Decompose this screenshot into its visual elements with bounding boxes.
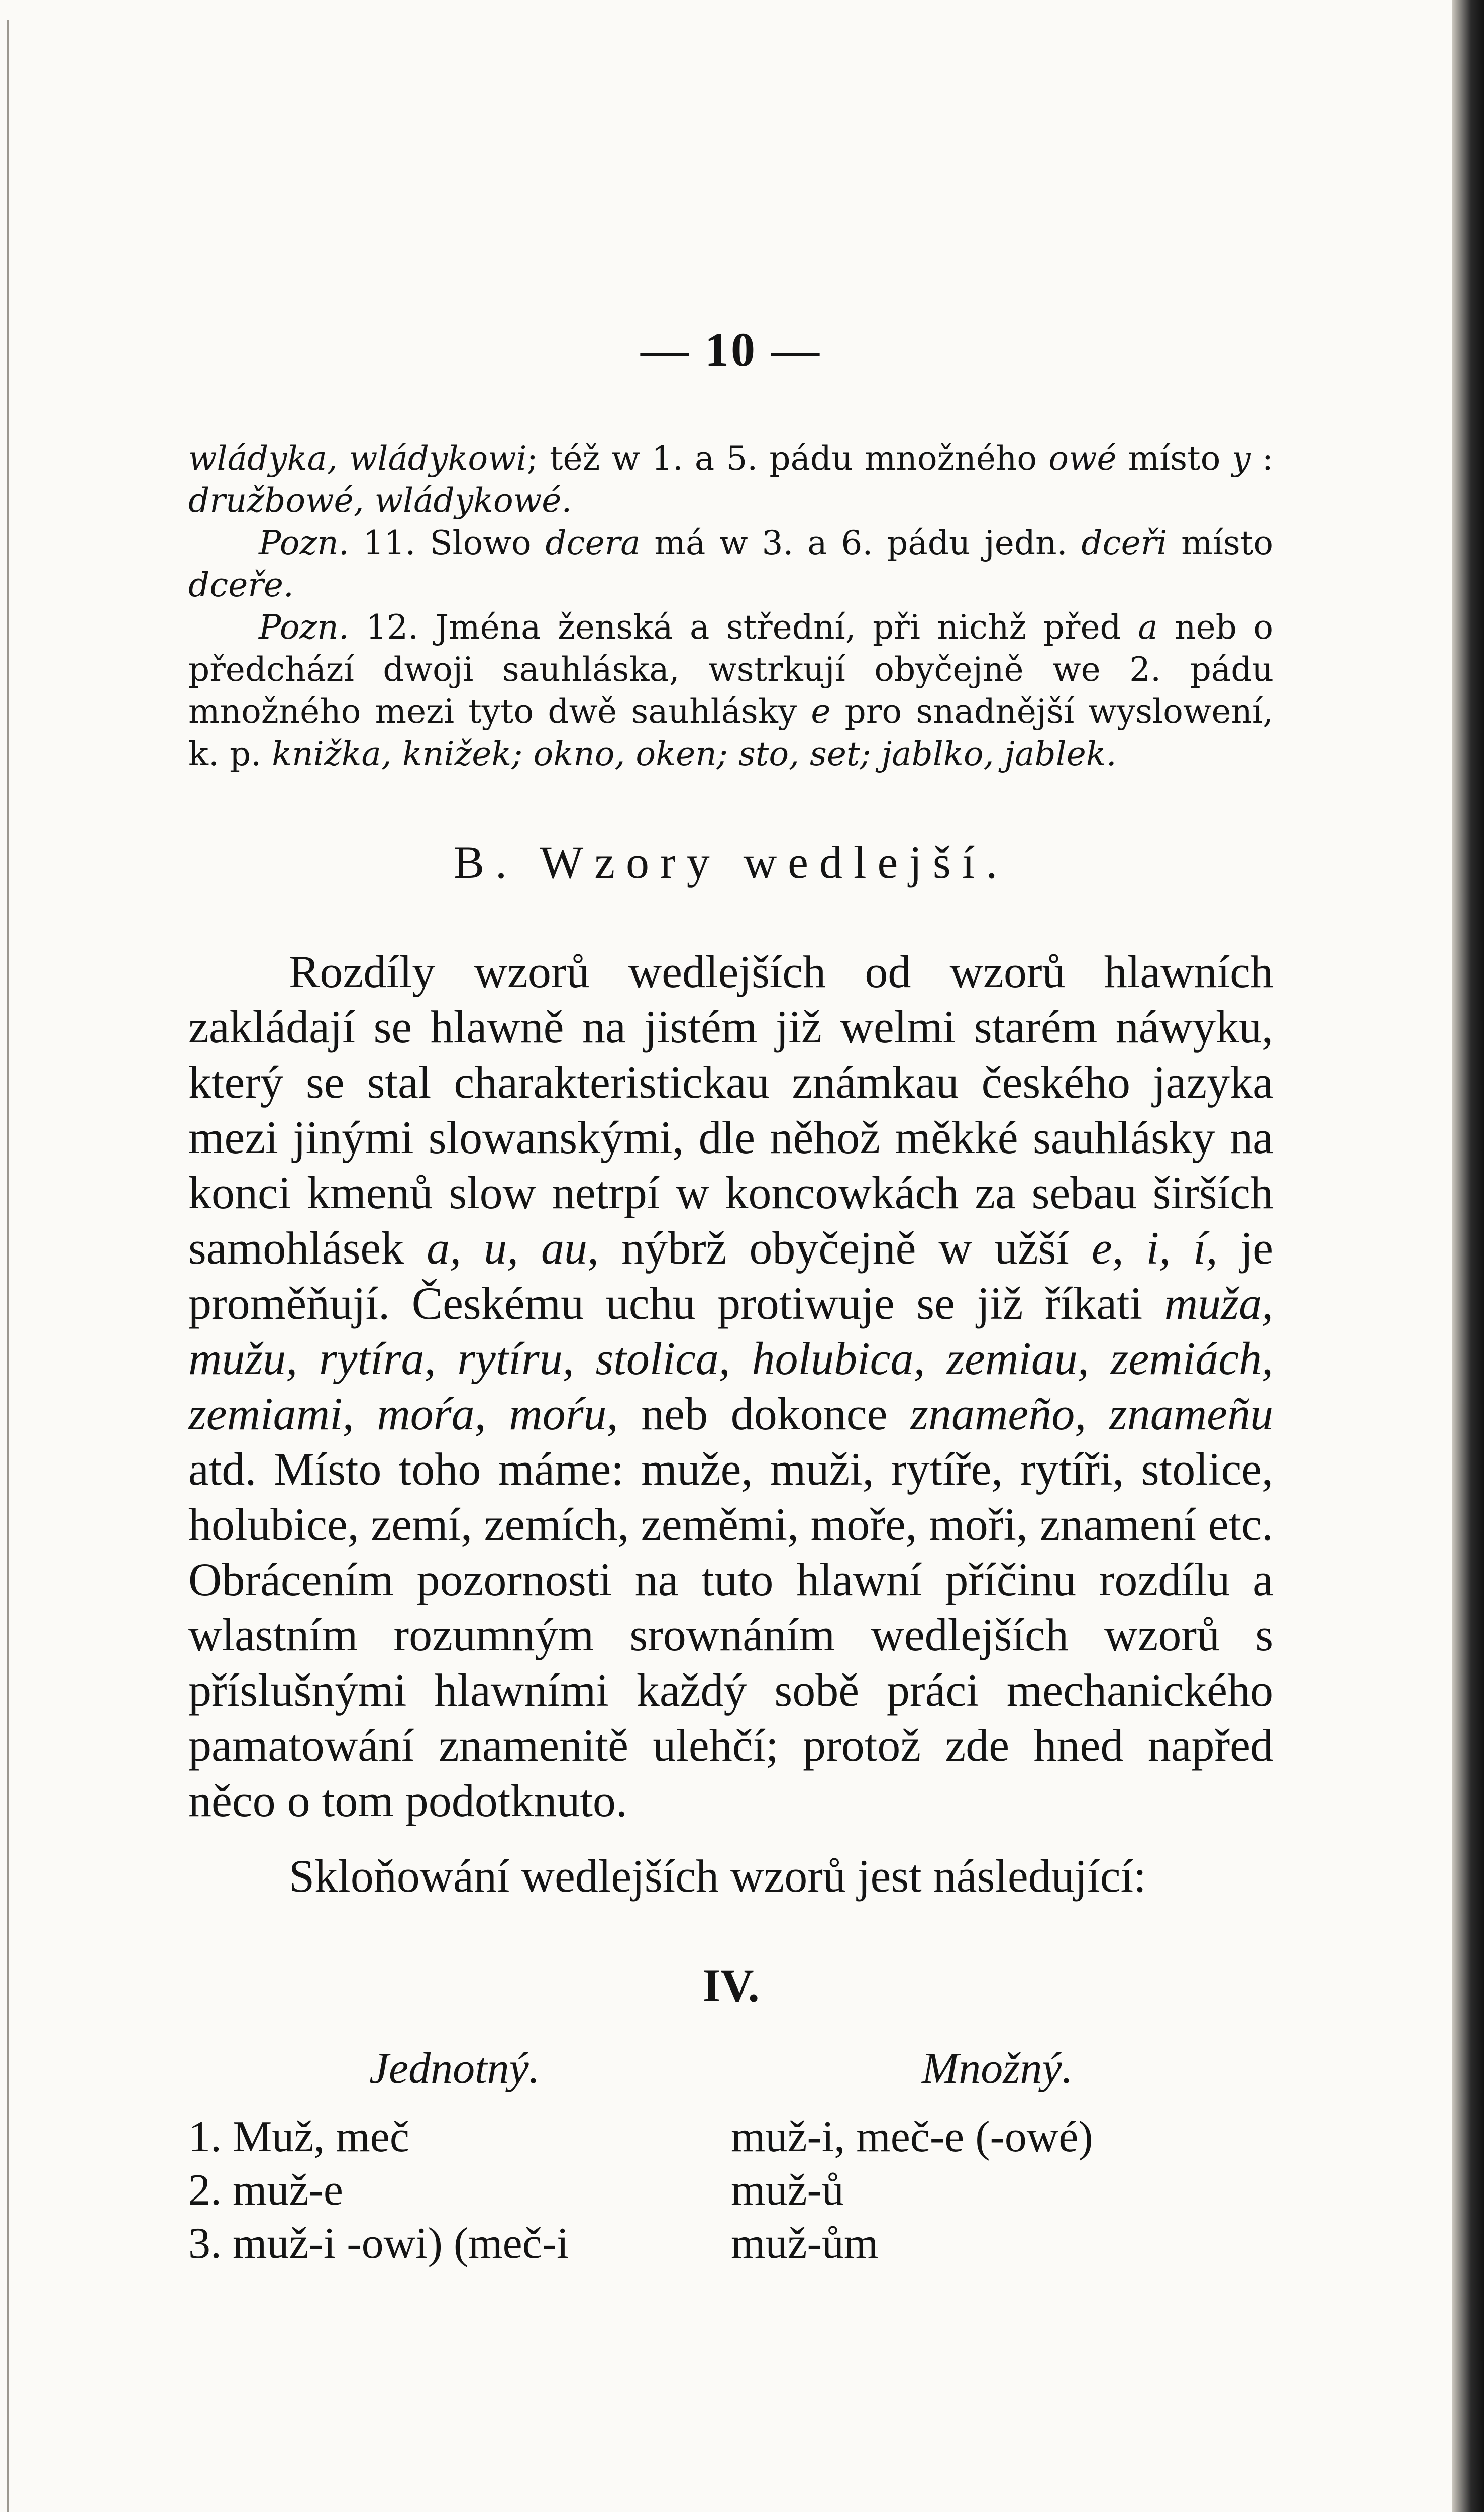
note-italic-words: družbowé, wládykowé. <box>188 481 572 520</box>
cell-singular: 1. Muž, meč <box>188 2113 409 2161</box>
header-singular: Jednotný. <box>369 2044 540 2093</box>
table-row <box>188 2111 1274 2164</box>
paragraph-italic: muža, mužu, rytíra, rytíru, stolica, holubica, zemiau, zemiách, zemiami, moŕa, moŕu, <box>188 1278 1274 1439</box>
cell-plural: muž-ů <box>731 2166 844 2215</box>
header-plural: Množný. <box>922 2044 1073 2093</box>
paragraph-text: neb dokonce <box>618 1388 911 1439</box>
paragraph-italic: e, i, í, <box>1091 1222 1218 1274</box>
declension-table <box>188 2042 1274 2270</box>
paragraph-text: nýbrž obyčejně w užší <box>599 1222 1092 1274</box>
note-text: : <box>1250 439 1274 478</box>
table-header <box>188 2042 1274 2096</box>
note-italic-letter: y <box>1232 439 1251 478</box>
notes-block <box>188 438 1274 775</box>
note-label: Pozn. <box>259 524 349 562</box>
note-italic-suffix: owé <box>1048 439 1117 478</box>
note-12 <box>188 606 1274 775</box>
cell-singular: 2. muž-e <box>188 2166 343 2215</box>
declension-numeral: IV. <box>702 1960 760 2011</box>
page-number: — 10 — <box>641 323 821 376</box>
cell-plural: muž-ům <box>731 2219 879 2268</box>
table-row <box>188 2217 1274 2270</box>
note-text: neb o předchází dwoji sauhláska, wstrkují obyčejně we 2. pádu množného mezi tyto dwě sauhlásky <box>188 608 1274 731</box>
page-left-border <box>7 20 9 2512</box>
note-italic-letter: e <box>811 692 831 731</box>
note-italic-words: wládyka, wládykowi <box>188 439 527 478</box>
section-heading: B. Wzory wedlejší. <box>453 836 1009 888</box>
paragraph-text: je proměňují. Českému uchu protiwuje se již říkati <box>188 1222 1274 1329</box>
main-paragraph <box>188 944 1274 1828</box>
main-paragraph-block <box>188 944 1274 1904</box>
page-content <box>188 322 1274 2270</box>
note-continuation <box>188 438 1274 522</box>
note-label: Pozn. <box>259 608 349 647</box>
note-italic-letter: a <box>1138 608 1158 647</box>
note-italic-word: dceře. <box>188 566 294 604</box>
paragraph-italic: a, u, au, <box>427 1222 599 1274</box>
note-text: ; též w 1. a 5. pádu množného <box>526 439 1049 478</box>
paragraph-text: atd. Místo toho máme: muže, muži, rytíře, rytíři, stolice, holubice, zemí, zemích, zeměmi, moře, moři, znamení etc. Obrácením pozornosti na tuto hlawní příčinu rozdílu a wlastním rozumným srownáním wedlejších wzorů s příslušnými hlawními každý sobě práci mechanického pamatowání znamenitě ulehčí; protož zde hned napřed něco o tom podotknuto. <box>188 1443 1274 1826</box>
note-text: má w 3. a 6. pádu jedn. <box>640 524 1082 562</box>
cell-plural: muž-i, meč-e (-owé) <box>731 2113 1093 2161</box>
note-italic-word: dcera <box>545 524 641 562</box>
note-11 <box>188 522 1274 606</box>
table-row <box>188 2164 1274 2217</box>
book-spine-edge <box>1452 0 1484 2512</box>
note-text: 11. Slowo <box>349 524 546 562</box>
note-text: 12. Jména ženská a střední, při nichž před <box>349 608 1138 647</box>
cell-singular: 3. muž-i -owi) (meč-i <box>188 2219 569 2268</box>
paragraph-text: Rozdíly wzorů wedlejších od wzorů hlawních zakládají se hlawně na jistém již welmi starém náwyku, který se stal charakteristickau známkau českého jazyka mezi jinými slowanskými, dle něhož měkké sauhlásky na konci kmenů slow netrpí w koncowkách za sebau širších samohlásek <box>188 946 1274 1274</box>
note-italic-word: dceři <box>1081 524 1168 562</box>
note-text: pro snadnější wyslowení, k. p. <box>188 692 1274 773</box>
paragraph-italic: znameño, znameñu <box>910 1388 1274 1439</box>
note-text: místo <box>1116 439 1232 478</box>
note-italic-examples: knižka, knižek; okno, oken; sto, set; jablko, jablek. <box>272 735 1117 773</box>
declension-intro: Skloňowání wedlejších wzorů jest následující: <box>289 1850 1146 1902</box>
note-text: místo <box>1167 524 1274 562</box>
